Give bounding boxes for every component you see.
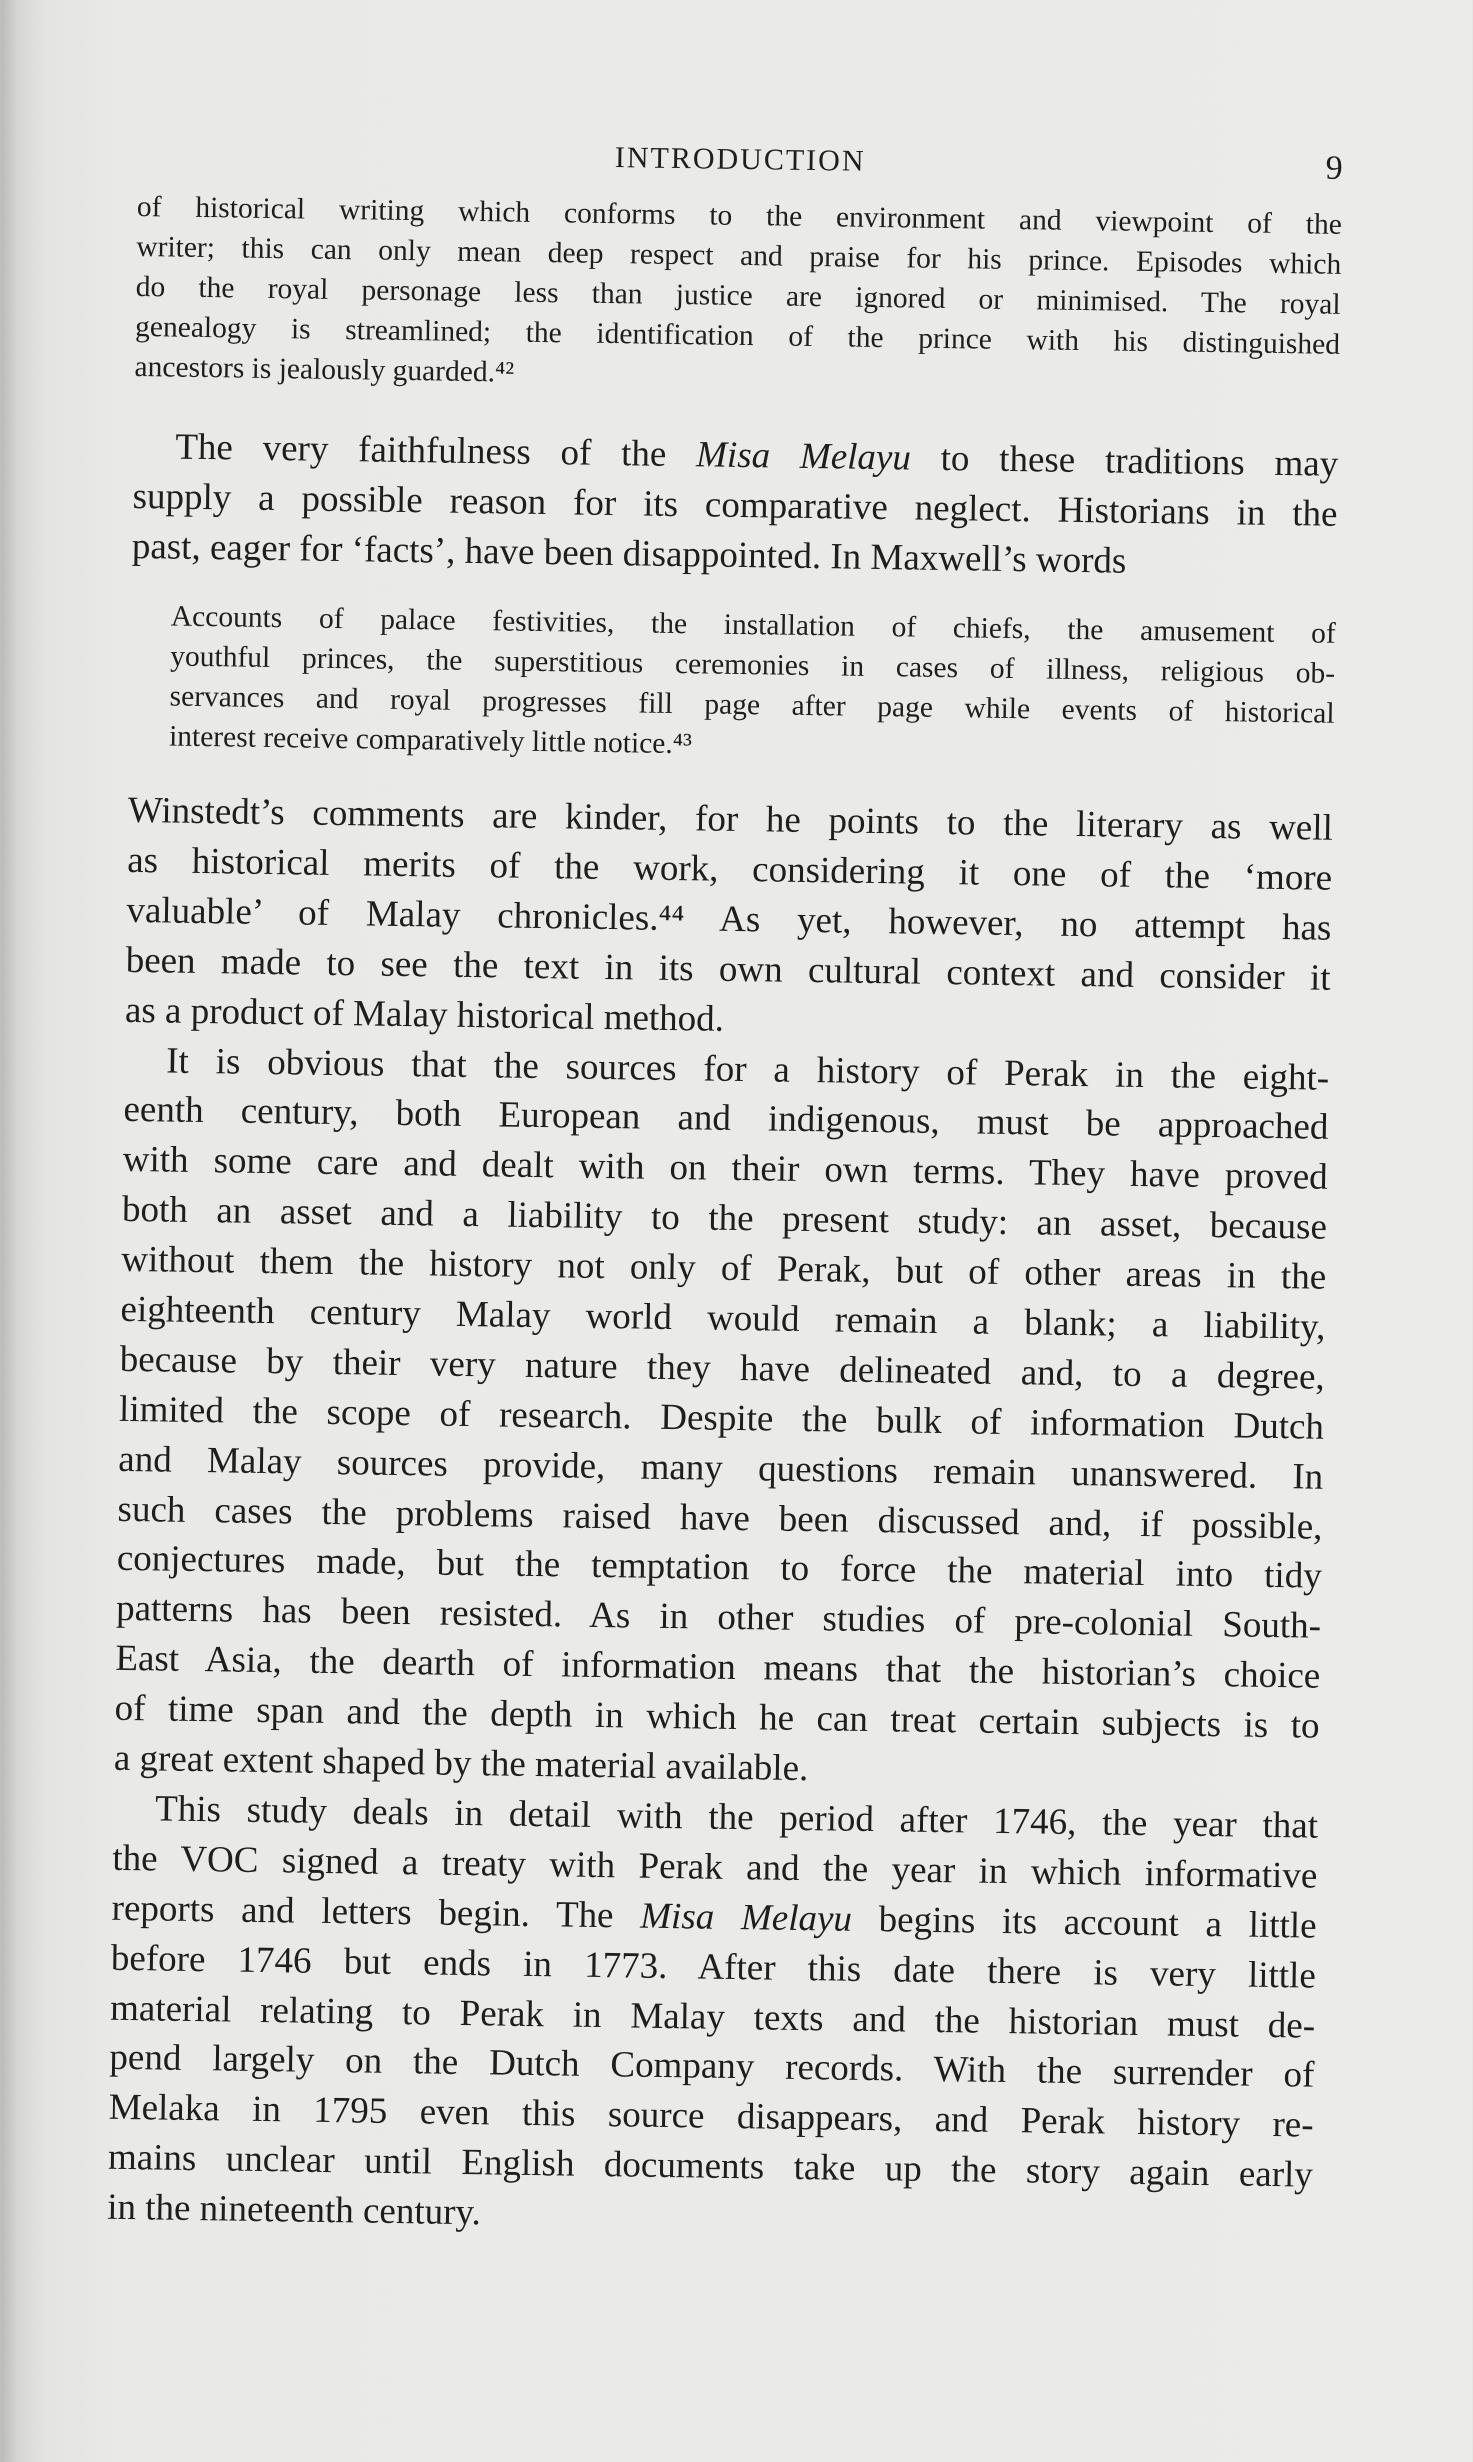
text-segment: mains unclear until English documents take up the story again early: [107, 2136, 1314, 2196]
text-segment: because by their very nature they have delineated and, to a degree,: [119, 1338, 1326, 1398]
text-segment: Accounts of palace festivities, the installation of chiefs, the amusement of: [170, 600, 1336, 650]
text-segment: Winstedt’s comments are kinder, for he points to the literary as well: [127, 789, 1334, 849]
text-segment: eighteenth century Malay world would remain a blank; a liability,: [120, 1288, 1326, 1348]
page-number: 9: [1325, 149, 1343, 187]
text-segment: genealogy is streamlined; the identification of the prince with his distinguished: [134, 310, 1341, 361]
text-segment: pend largely on the Dutch Company records. With the surrender of: [109, 2037, 1315, 2097]
text-segment: do the royal personage less than justice are ignored or minimised. The royal: [135, 270, 1341, 321]
text-segment: conjectures made, but the temptation to force the material into tidy: [116, 1538, 1323, 1598]
text-segment: interest receive comparatively little notice.⁴³: [168, 720, 693, 761]
italic-title: Misa Melayu: [639, 1895, 853, 1940]
text-segment: as historical merits of the work, considering it one of the ‘more: [126, 839, 1333, 899]
text-segment: patterns has been resisted. As in other studies of pre-colonial South-: [115, 1588, 1322, 1647]
text-segment: of historical writing which conforms to the environment and viewpoint of the: [136, 190, 1343, 241]
text-segment: both an asset and a liability to the present study: an asset, because: [121, 1189, 1328, 1248]
running-header-title: INTRODUCTION: [614, 141, 866, 178]
text-segment: ancestors is jealously guarded.⁴²: [134, 350, 515, 389]
text-segment: of time span and the depth in which he can treat certain subjects is to: [114, 1687, 1320, 1747]
text-segment: before 1746 but ends in 1773. After this date there is very little: [110, 1937, 1317, 1997]
text-segment: youthful princes, the superstitious ceremonies in cases of illness, religious ob-: [170, 640, 1336, 690]
running-header: [137, 131, 1342, 189]
paragraph-winstedt: [125, 786, 1334, 1053]
text-segment: past, eager for ‘facts’, have been disappointed. In Maxwell’s words: [131, 525, 1127, 582]
text-segment: servances and royal progresses fill page after page while events of historical: [169, 680, 1335, 730]
paragraph-misa-melayu-neglect: [132, 422, 1339, 590]
page-text-column: [104, 0, 1345, 2462]
text-segment: as a product of Malay historical method.: [124, 989, 725, 1040]
text-segment: eenth century, both European and indigenous, must be approached: [123, 1089, 1329, 1149]
text-segment: supply a possible reason for its comparative neglect. Historians in the: [132, 475, 1338, 535]
text-segment: It is obvious that the sources for a history of Perak in the eight-: [165, 1040, 1330, 1099]
text-segment: Melaka in 1795 even this source disappears, and Perak history re-: [108, 2087, 1314, 2146]
text-segment: such cases the problems raised have been discussed and, if possible,: [117, 1488, 1323, 1548]
text-segment: with some care and dealt with on their own terms. They have proved: [122, 1139, 1328, 1199]
text-segment: valuable’ of Malay chronicles.⁴⁴ As yet, however, no attempt has: [126, 889, 1332, 949]
text-segment: a great extent shaped by the material available.: [113, 1737, 809, 1790]
italic-title: Misa Melayu: [695, 434, 912, 479]
text-segment: reports and letters begin. The: [111, 1887, 641, 1937]
text-segment: East Asia, the dearth of information means that the historian’s choice: [115, 1638, 1321, 1697]
text-segment: been made to see the text in its own cultural context and consider it: [125, 939, 1331, 999]
text-segment: material relating to Perak in Malay texts and the historian must de-: [109, 1987, 1316, 2047]
text-segment: writer; this can only mean deep respect and praise for his prince. Episodes which: [136, 230, 1342, 281]
block-quote-maxwell: [169, 597, 1336, 774]
text-segment: without them the history not only of Perak, but of other areas in the: [121, 1238, 1327, 1298]
paragraph-sources: [114, 1035, 1330, 1801]
text-segment: in the nineteenth century.: [106, 2186, 482, 2234]
text-segment: The very faithfulness of the: [175, 426, 697, 476]
text-segment: limited the scope of research. Despite the bulk of information Dutch: [118, 1388, 1325, 1448]
text-segment: the VOC signed a treaty with Perak and the year in which informative: [112, 1837, 1318, 1897]
text-segment: to these traditions may: [910, 437, 1339, 485]
paragraph-period: [107, 1784, 1319, 2251]
text-segment: and Malay sources provide, many questions remain unanswered. In: [118, 1438, 1324, 1498]
text-segment: begins its account a little: [851, 1898, 1317, 1947]
text-segment: This study deals in detail with the period after 1746, the year that: [154, 1788, 1319, 1847]
paragraph-continuation: [134, 187, 1342, 405]
